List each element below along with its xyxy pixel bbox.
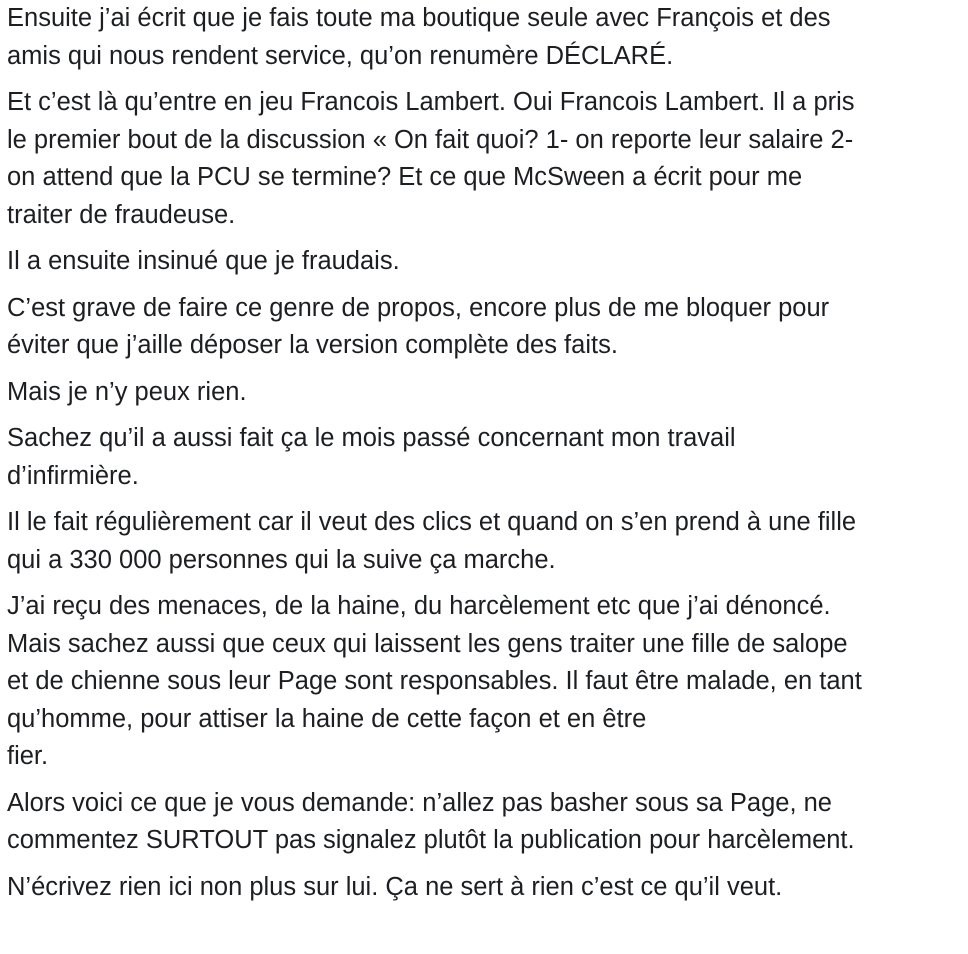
text-line: Mais je n’y peux rien. bbox=[7, 377, 247, 406]
paragraph bbox=[7, 869, 958, 907]
paragraph bbox=[7, 84, 958, 234]
paragraph bbox=[7, 504, 958, 579]
text-line: Et c’est là qu’entre en jeu Francois Lambert. Oui Francois Lambert. Il a pris bbox=[7, 88, 855, 116]
text-line: C’est grave de faire ce genre de propos, encore plus de me bloquer pour bbox=[7, 293, 830, 322]
text-line: fier. bbox=[7, 742, 49, 770]
text-line: Ensuite j’ai écrit que je fais toute ma boutique seule avec François et des bbox=[7, 4, 831, 32]
text-line: Mais sachez aussi que ceux qui laissent les gens traiter une fille de salope bbox=[7, 629, 848, 658]
paragraph bbox=[7, 374, 958, 412]
text-line: Il le fait régulièrement car il veut des clics et quand on s’en prend à une fille bbox=[7, 508, 857, 536]
text-line: qui a 330 000 personnes qui la suive ça marche. bbox=[7, 545, 556, 574]
paragraph bbox=[7, 420, 958, 495]
text-line: qu’homme, pour attiser la haine de cette façon et en être bbox=[7, 704, 647, 733]
text-line: Sachez qu’il a aussi fait ça le mois passé concernant mon travail bbox=[7, 424, 736, 452]
text-line: traiter de fraudeuse. bbox=[7, 200, 236, 229]
text-line: commentez SURTOUT pas signalez plutôt la publication pour harcèlement. bbox=[7, 826, 855, 854]
text-line: Alors voici ce que je vous demande: n’allez pas basher sous sa Page, ne bbox=[7, 788, 832, 817]
paragraph bbox=[7, 290, 958, 365]
paragraph bbox=[7, 785, 958, 860]
paragraph bbox=[7, 0, 958, 75]
text-line: et de chienne sous leur Page sont responsables. Il faut être malade, en tant bbox=[7, 667, 862, 695]
text-line: J’ai reçu des menaces, de la haine, du harcèlement etc que j’ai dénoncé. bbox=[7, 592, 831, 620]
paragraph bbox=[7, 588, 958, 776]
text-line: le premier bout de la discussion « On fait quoi? 1- on reporte leur salaire 2- bbox=[7, 125, 854, 154]
text-line: amis qui nous rendent service, qu’on renumère DÉCLARÉ. bbox=[7, 41, 674, 70]
text-line: N’écrivez rien ici non plus sur lui. Ça ne sert à rien c’est ce qu’il veut. bbox=[7, 872, 783, 901]
text-line: Il a ensuite insinué que je fraudais. bbox=[7, 247, 400, 275]
text-line: on attend que la PCU se termine? Et ce que McSween a écrit pour me bbox=[7, 163, 803, 191]
text-line: éviter que j’aille déposer la version complète des faits. bbox=[7, 331, 618, 359]
text-line: d’infirmière. bbox=[7, 461, 139, 490]
paragraph bbox=[7, 243, 958, 281]
